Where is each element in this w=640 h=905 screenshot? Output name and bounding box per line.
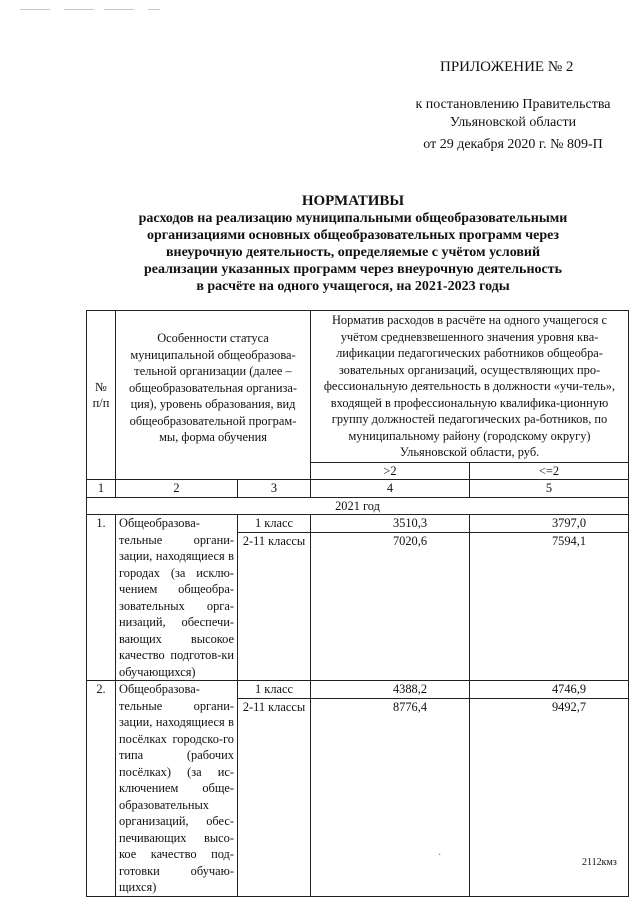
col-number-3: 3 <box>238 480 311 498</box>
top-rule-2 <box>64 9 94 10</box>
column-numbers-row <box>87 480 629 498</box>
row-2-grade-1: 1 класс <box>238 681 311 699</box>
table-row <box>87 515 629 533</box>
header-sub-gt: >2 <box>311 462 470 480</box>
doc-subtitle-line-2: организациями основных общеобразовательных программ через <box>146 228 560 243</box>
row-2-grade-2-le: 9492,7 <box>470 698 629 896</box>
doc-subtitle-line-3: внеурочную деятельность, определяемые с учётом условий <box>165 245 541 260</box>
doc-subtitle-line-4: реализации указанных программ через внеурочную деятельность <box>143 262 563 277</box>
doc-subtitle-line-1: расходов на реализацию муниципальными общеобразовательными <box>138 211 568 226</box>
row-2-description: Общеобразова-тельные органи-зации, находящиеся в посёлках городско-го типа (рабочих посёлках) (за ис-ключением обще-образовательных организаций, обес-печивающих высо-кое качество под-готовки обучаю-щихся) <box>116 681 238 897</box>
top-rule-4 <box>148 9 160 10</box>
row-1-grade-2: 2-11 классы <box>238 532 311 681</box>
annex-date: от 29 декабря 2020 г. № 809-П <box>423 137 603 152</box>
row-2-num: 2. <box>87 681 116 897</box>
header-features: Особенности статуса муниципальной общеобразова-тельной организации (далее – общеобразовательная организа-ция), уровень образования, вид общеобразовательной програм-мы, форма обучения <box>116 311 311 480</box>
doc-subtitle-line-5: в расчёте на одного учащегося, на 2021-2023 годы <box>196 279 510 294</box>
header-num: № п/п <box>87 311 116 480</box>
row-2-grade-1-le: 4746,9 <box>470 681 629 699</box>
annex-line-2: Ульяновской области <box>449 115 577 130</box>
scan-speck: · <box>438 850 442 861</box>
norms-table <box>86 310 629 897</box>
col-number-2: 2 <box>116 480 238 498</box>
row-1-description: Общеобразова-тельные органи-зации, находящиеся в городах (за исклю-чением общеобра-зовательных орга-низаций, обеспечи-вающих высокое качество подготов-ки обучающихся) <box>116 515 238 681</box>
row-2-grade-2: 2-11 классы <box>238 698 311 896</box>
top-rule-3 <box>104 9 134 10</box>
doc-title: НОРМАТИВЫ <box>301 193 405 209</box>
col-number-5: 5 <box>470 480 629 498</box>
row-1-grade-1: 1 класс <box>238 515 311 533</box>
annex-title: ПРИЛОЖЕНИЕ № 2 <box>440 59 574 75</box>
row-1-num: 1. <box>87 515 116 681</box>
footer-code: 2112кмз <box>582 857 617 868</box>
annex-line-1: к постановлению Правительства <box>415 97 611 112</box>
year-label: 2021 год <box>87 497 629 515</box>
header-sub-le: <=2 <box>470 462 629 480</box>
col-number-4: 4 <box>311 480 470 498</box>
col-number-1: 1 <box>87 480 116 498</box>
year-row <box>87 497 629 515</box>
table-row <box>87 681 629 699</box>
row-1-grade-1-le: 3797,0 <box>470 515 629 533</box>
row-1-grade-2-gt: 7020,6 <box>311 532 470 681</box>
header-row <box>87 311 629 463</box>
row-1-grade-1-gt: 3510,3 <box>311 515 470 533</box>
header-norm: Норматив расходов в расчёте на одного учащегося с учётом средневзвешенного значения уровня ква-лификации педагогических работников общеобра-зовательных организаций, осуществляющих про-фессиональную деятельность в должности «учи-тель», входящей в профессиональную квалифика-ционную группу должностей педагогических ра-ботников, по муниципальному району (городскому округу) Ульяновской области, руб. <box>311 311 629 463</box>
top-rule-1 <box>20 9 50 10</box>
row-1-grade-2-le: 7594,1 <box>470 532 629 681</box>
row-2-grade-1-gt: 4388,2 <box>311 681 470 699</box>
row-2-grade-2-gt: 8776,4 <box>311 698 470 896</box>
